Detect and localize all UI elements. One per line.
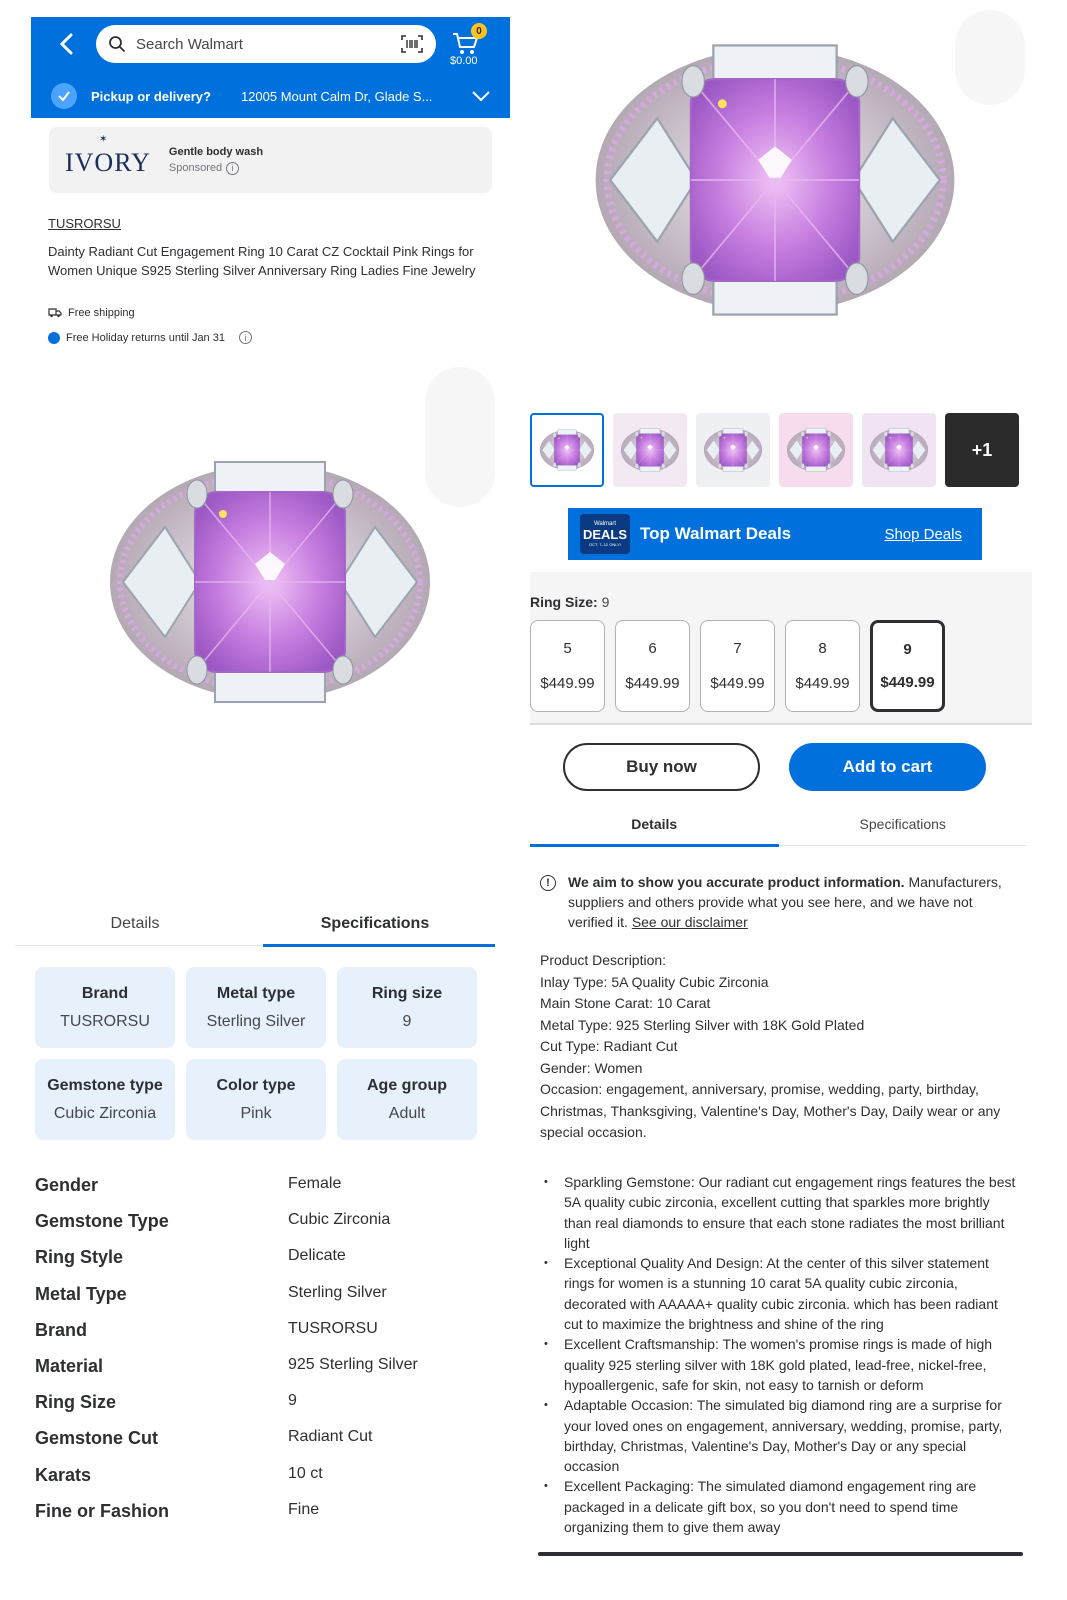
image-placeholder xyxy=(425,367,495,507)
cart-button[interactable] xyxy=(449,23,499,69)
thumbnail[interactable] xyxy=(696,413,770,487)
size-option-6[interactable]: 6 $449.99 xyxy=(615,620,690,712)
left-panel xyxy=(15,17,510,1587)
action-bar xyxy=(530,727,1032,797)
tab-details[interactable]: Details xyxy=(110,914,160,932)
ivory-logo: ✶ IVORY xyxy=(65,134,151,177)
accuracy-notice: ! We aim to show you accurate product information. Manufacturers, suppliers and others provide what you see here, and we have not verified it. See our disclaimer xyxy=(540,872,1020,932)
address-text: 12005 Mount Calm Dr, Glade S... xyxy=(240,88,433,104)
thumbnail[interactable] xyxy=(613,413,687,487)
spec-row: Material 925 Sterling Silver xyxy=(35,1355,418,1376)
spec-tile: Brand TUSRORSU xyxy=(35,967,175,1048)
spec-row: Metal Type Sterling Silver xyxy=(35,1283,387,1304)
add-to-cart-button[interactable]: Add to cart xyxy=(789,743,986,791)
list-item: • Excellent Craftsmanship: The women's promise rings is made of high quality 925 sterling silver with 18K gold plated, lead-free, nickel-free, hypoallergenic, safe for skin, not easy to tarnish or deform xyxy=(540,1334,1018,1395)
disclaimer-link[interactable]: See our disclaimer xyxy=(631,914,748,930)
free-shipping: Free shipping xyxy=(48,307,135,319)
search-icon xyxy=(108,35,126,53)
tab-specifications[interactable]: Specifications xyxy=(255,902,495,945)
fulfillment-icon xyxy=(51,83,77,109)
list-item: • Sparkling Gemstone: Our radiant cut engagement rings features the best 5A quality cubic zirconia, excellent cutting that sparkles more brightly than real diamonds to ensure that each stone radiates the most brilliant light xyxy=(540,1172,1018,1253)
product-tabs xyxy=(530,802,1027,846)
right-panel xyxy=(530,10,1035,1590)
scroll-indicator xyxy=(538,1552,1023,1556)
more-images-button[interactable]: +1 xyxy=(945,413,1019,487)
spec-row: Brand TUSRORSU xyxy=(35,1319,378,1340)
barcode-scanner-icon[interactable] xyxy=(400,34,424,54)
size-option-9[interactable]: 9 $449.99 xyxy=(870,620,945,712)
sponsored-tag: Sponsored i xyxy=(169,162,263,175)
product-image[interactable] xyxy=(590,30,960,330)
truck-icon xyxy=(48,308,62,318)
holiday-returns: Free Holiday returns until Jan 31 i xyxy=(48,331,252,344)
search-input[interactable] xyxy=(96,25,436,63)
spec-tile: Gemstone type Cubic Zirconia xyxy=(35,1059,175,1140)
thumbnail[interactable] xyxy=(530,413,604,487)
size-options xyxy=(530,620,945,712)
spec-tile: Metal type Sterling Silver xyxy=(186,967,326,1048)
spec-row: Ring Style Delicate xyxy=(35,1247,346,1268)
spec-row: Fine or Fashion Fine xyxy=(35,1500,320,1521)
ring-size-label: Ring Size: 9 xyxy=(530,594,610,610)
top-header xyxy=(31,17,510,118)
ad-headline: Gentle body wash xyxy=(168,145,264,158)
product-description: Product Description: Inlay Type: 5A Quality Cubic Zirconia Main Stone Carat: 10 Carat Metal Type: 925 Sterling Silver with 18K Gold Plated Cut Type: Radiant Cut Gender: Women Occasion: engagement, anniversary, promise, wedding, party, birthday, Christmas, Thanksgiving, Valentine's Day, Mother's Day, Daily wear or any special occasion. xyxy=(540,952,1001,1140)
deals-banner[interactable] xyxy=(568,508,982,560)
back-button[interactable] xyxy=(51,29,81,59)
spec-row: Karats 10 ct xyxy=(35,1464,323,1485)
shop-deals-link[interactable]: Shop Deals xyxy=(884,525,962,543)
product-title: Dainty Radiant Cut Engagement Ring 10 Carat CZ Cocktail Pink Rings for Women Unique S925 Sterling Silver Anniversary Ring Ladies Fine Jewelry xyxy=(48,244,476,278)
feature-bullets xyxy=(540,1172,1018,1537)
buy-now-button[interactable]: Buy now xyxy=(563,743,760,791)
product-tabs xyxy=(15,902,495,946)
returns-icon xyxy=(48,332,60,344)
tab-specifications[interactable]: Specifications xyxy=(859,815,946,832)
size-option-7[interactable]: 7 $449.99 xyxy=(700,620,775,712)
product-image[interactable] xyxy=(105,452,435,712)
list-item: • Excellent Packaging: The simulated diamond engagement ring are packaged in a delicate gift box, so you don't need to spend time organizing them to give them away xyxy=(540,1476,1018,1537)
size-option-5[interactable]: 5 $449.99 xyxy=(530,620,605,712)
thumbnail[interactable] xyxy=(779,413,853,487)
tab-details[interactable]: Details xyxy=(530,802,779,845)
deals-title: Top Walmart Deals xyxy=(640,524,792,543)
list-item: • Exceptional Quality And Design: At the center of this silver statement rings for women is a stunning 10 carat 5A quality cubic zirconia, decorated with AAAAA+ quality cubic zirconia. which has been radiant cut to maximize the brightness and shine of the ring xyxy=(540,1253,1018,1334)
spec-tiles xyxy=(35,967,479,1140)
chevron-left-icon xyxy=(59,33,73,55)
chevron-down-icon xyxy=(471,90,491,102)
spec-row: Gemstone Type Cubic Zirconia xyxy=(35,1211,391,1232)
info-icon: ! xyxy=(540,875,556,891)
cart-total: $0.00 xyxy=(450,55,478,67)
image-placeholder xyxy=(955,10,1025,105)
thumbnail[interactable] xyxy=(862,413,936,487)
deals-logo: Walmart DEALS OCT. 7–12 ONLY! xyxy=(580,514,630,554)
list-item: • Adaptable Occasion: The simulated big diamond ring are a surprise for your loved ones on engagement, anniversary, wedding, promise, party, birthday, Christmas, Valentine's Day, Mother's Day or any special occasion xyxy=(540,1395,1018,1476)
spec-row: Gender Female xyxy=(35,1175,342,1195)
spec-row: Ring Size 9 xyxy=(35,1392,297,1413)
search-placeholder: Search Walmart xyxy=(136,35,243,53)
spec-tile: Age group Adult xyxy=(337,1059,477,1140)
info-icon[interactable]: i xyxy=(226,162,239,175)
info-icon[interactable]: i xyxy=(239,331,252,344)
pickup-label: Pickup or delivery? xyxy=(91,88,211,104)
spec-tile: Color type Pink xyxy=(186,1059,326,1140)
spec-tile: Ring size 9 xyxy=(337,967,477,1048)
thumbnail-strip xyxy=(530,413,1025,487)
crown-icon: ✶ xyxy=(99,134,109,145)
brand-link[interactable]: TUSRORSU xyxy=(48,216,121,231)
sponsored-ad[interactable] xyxy=(49,127,492,193)
spec-list xyxy=(35,1175,495,1537)
ring-size-selector xyxy=(530,572,1032,725)
cart-count-badge: 0 xyxy=(471,23,487,39)
spec-row: Gemstone Cut Radiant Cut xyxy=(35,1428,373,1449)
pickup-delivery-selector[interactable] xyxy=(51,81,491,111)
size-option-8[interactable]: 8 $449.99 xyxy=(785,620,860,712)
